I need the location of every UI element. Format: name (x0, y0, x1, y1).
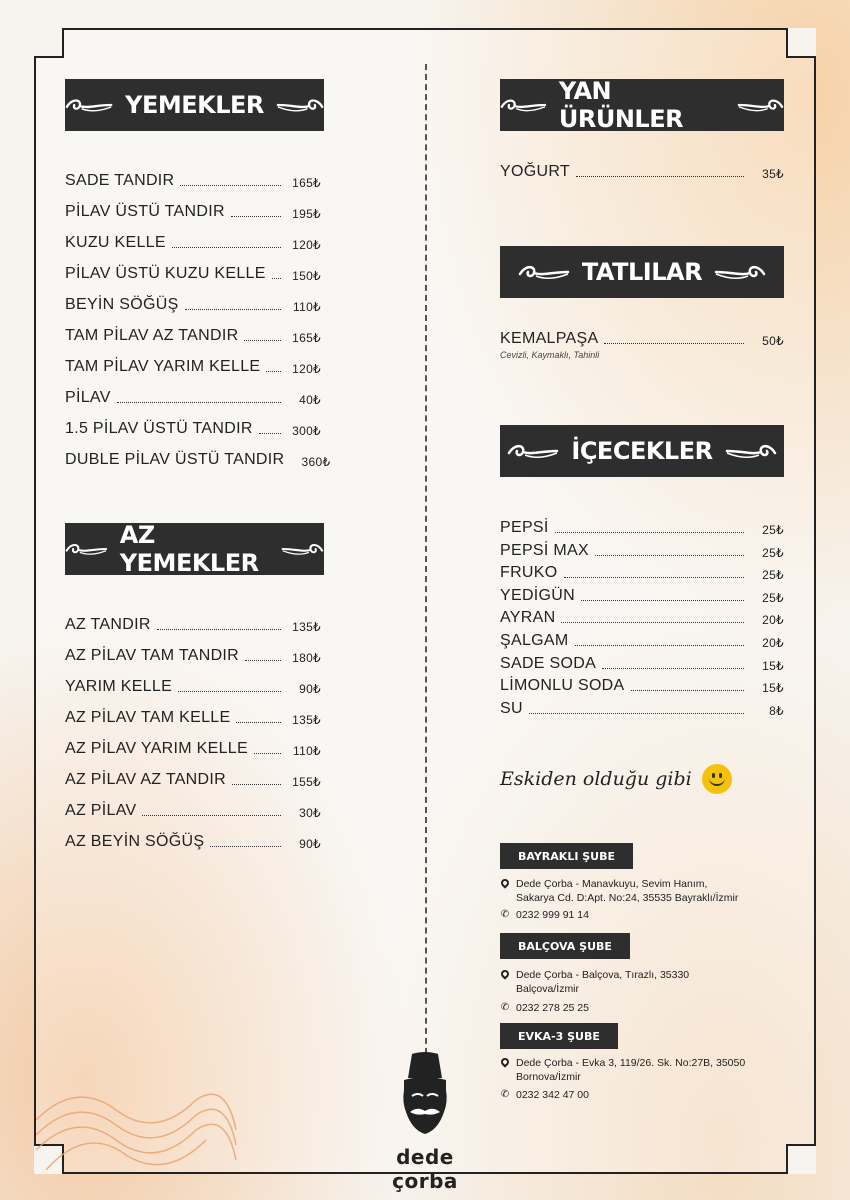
address-line: Sakarya Cd. D:Apt. No:24, 35535 Bayraklı/İzmir (516, 892, 739, 904)
decorative-lines (36, 1080, 246, 1170)
menu-item-name: PİLAV (65, 389, 111, 406)
menu-item (65, 709, 321, 727)
menu-item (65, 203, 321, 221)
address-line: Balçova/İzmir (516, 983, 580, 995)
menu-item-name: KUZU KELLE (65, 234, 166, 251)
branch-address (500, 877, 738, 905)
menu-item-row (500, 609, 784, 627)
menu-item-row (65, 802, 321, 820)
slogan (500, 764, 732, 794)
menu-item (65, 802, 321, 820)
location-pin-icon (500, 877, 510, 905)
menu-item-price: 25₺ (762, 568, 784, 583)
location-pin-icon (500, 1056, 510, 1084)
swirl-ornament-icon (737, 95, 784, 115)
menu-item-row (65, 709, 321, 727)
menu-item-row (500, 542, 784, 560)
menu-item-price: 25₺ (762, 590, 784, 605)
menu-item (500, 700, 784, 718)
menu-item-name: AZ BEYİN SÖĞÜŞ (65, 833, 205, 850)
menu-item-row (65, 451, 331, 469)
menu-item-row (500, 564, 784, 582)
menu-item (65, 389, 321, 407)
branch-address (500, 968, 689, 996)
dot-leader (561, 621, 744, 623)
dot-leader (604, 342, 744, 344)
menu-item-row (65, 771, 321, 789)
menu-item-name: AZ PİLAV TAM TANDIR (65, 647, 240, 664)
swirl-ornament-icon (714, 262, 766, 282)
swirl-ornament-icon (65, 539, 108, 559)
menu-item-row (65, 678, 321, 696)
section-banner-yan-urunler (500, 79, 784, 131)
phone-number[interactable]: 0232 342 47 00 (516, 1089, 589, 1101)
menu-item (65, 647, 321, 665)
menu-item-name: PİLAV ÜSTÜ KUZU KELLE (65, 265, 266, 282)
dot-leader (232, 783, 281, 785)
menu-item-name: PEPSİ MAX (500, 541, 589, 559)
section-title: AZ YEMEKLER (119, 521, 259, 577)
menu-item-price: 120₺ (292, 362, 321, 376)
menu-item-price: 25₺ (762, 523, 784, 537)
swirl-ornament-icon (500, 95, 547, 115)
menu-item-price: 15₺ (762, 681, 784, 696)
menu-item-row (65, 833, 321, 851)
dot-leader (157, 628, 281, 630)
menu-item-price: 110₺ (293, 744, 321, 758)
menu-item-row (65, 740, 321, 758)
menu-item-row (500, 330, 784, 348)
phone-number[interactable]: 0232 278 25 25 (516, 1002, 589, 1014)
dot-leader (575, 644, 745, 646)
menu-item-name: PEPSİ (500, 519, 549, 536)
dot-leader (231, 215, 281, 217)
branch-phone[interactable] (500, 908, 589, 922)
dot-leader (178, 690, 281, 692)
frame-corner (34, 28, 64, 58)
menu-item-row (65, 203, 321, 221)
branch-tag-bayrakli: BAYRAKLI ŞUBE (500, 843, 633, 869)
section-title: YAN ÜRÜNLER (558, 77, 684, 133)
menu-item-name: AZ PİLAV (65, 802, 137, 819)
section-banner-tatlilar (500, 246, 784, 298)
menu-item-price: 300₺ (292, 424, 321, 438)
menu-item-row (65, 358, 321, 376)
dot-leader (529, 712, 744, 714)
section-title: TATLILAR (581, 258, 703, 286)
menu-item-name: LİMONLU SODA (500, 677, 625, 695)
dot-leader (172, 246, 281, 248)
menu-item-name: PİLAV ÜSTÜ TANDIR (65, 203, 225, 220)
dot-leader (254, 752, 281, 754)
menu-item-price: 150₺ (292, 269, 321, 283)
menu-item-row (65, 616, 321, 634)
smiley-icon (702, 764, 732, 794)
menu-item-name: KEMALPAŞA (500, 330, 599, 347)
swirl-ornament-icon (281, 539, 324, 559)
menu-item-price: 120₺ (292, 238, 321, 252)
menu-item-price: 135₺ (292, 713, 321, 727)
menu-item-row (500, 655, 784, 673)
branch-tag-evka3: EVKA-3 ŞUBE (500, 1023, 618, 1049)
menu-item-row (500, 677, 784, 695)
swirl-ornament-icon (276, 95, 324, 115)
menu-item (65, 833, 321, 851)
menu-item-name: BEYİN SÖĞÜŞ (65, 296, 179, 313)
branch-phone[interactable] (500, 1001, 589, 1015)
menu-item-row (65, 420, 321, 438)
menu-item-name: ŞALGAM (500, 632, 569, 649)
menu-item (500, 632, 784, 650)
dot-leader (266, 370, 281, 372)
menu-item-row (65, 265, 321, 283)
dot-leader (576, 175, 744, 177)
address-line: Dede Çorba - Balçova, Tırazlı, 35330 (516, 969, 690, 981)
menu-item-price: 35₺ (762, 167, 784, 181)
swirl-ornament-icon (507, 441, 559, 461)
menu-item-name: AZ PİLAV AZ TANDIR (65, 771, 226, 788)
menu-item (65, 451, 331, 469)
menu-item (65, 420, 321, 438)
phone-number[interactable]: 0232 999 91 14 (516, 909, 589, 921)
frame-corner (786, 28, 816, 58)
address-line: Bornova/İzmir (516, 1071, 581, 1083)
menu-item-price: 20₺ (762, 636, 784, 650)
menu-item-row (500, 163, 784, 181)
dot-leader (602, 667, 744, 669)
menu-item-price: 8₺ (769, 703, 784, 718)
swirl-ornament-icon (65, 95, 113, 115)
menu-item-row (65, 296, 321, 314)
dot-leader (272, 277, 281, 279)
column-divider (425, 64, 427, 1074)
menu-item-name: SU (500, 699, 523, 717)
section-banner-icecekler (500, 425, 784, 477)
menu-item-price: 50₺ (762, 334, 784, 348)
dot-leader (581, 599, 744, 601)
menu-item-price: 40₺ (299, 393, 321, 407)
menu-item-name: AZ PİLAV YARIM KELLE (65, 740, 248, 757)
menu-item-price: 165₺ (292, 176, 321, 190)
menu-item-row (500, 587, 784, 605)
dede-mascot-icon (390, 1050, 460, 1140)
dot-leader (142, 814, 281, 816)
menu-item (500, 564, 784, 582)
menu-item-note: Cevizli, Kaymaklı, Tahinli (500, 350, 600, 360)
menu-item (500, 542, 784, 560)
branch-phone[interactable] (500, 1088, 589, 1102)
menu-item (65, 296, 321, 314)
menu-item-price: 20₺ (762, 613, 784, 628)
dot-leader (595, 554, 744, 556)
menu-item-price: 25₺ (762, 545, 784, 560)
menu-item-row (500, 700, 784, 718)
menu-item (500, 677, 784, 695)
dot-leader (259, 432, 281, 434)
menu-item-row (65, 172, 321, 190)
menu-item-price: 195₺ (292, 207, 321, 221)
brand-logo (360, 1050, 490, 1193)
dot-leader (185, 308, 281, 310)
section-title: İÇECEKLER (571, 437, 713, 465)
dot-leader (236, 721, 281, 723)
menu-item-name: YOĞURT (500, 163, 570, 180)
menu-item-name: AZ TANDIR (65, 616, 151, 633)
address-line: Dede Çorba - Manavkuyu, Sevim Hanım, (516, 878, 708, 890)
section-banner-az-yemekler (65, 523, 324, 575)
address-line: Dede Çorba - Evka 3, 119/26. Sk. No:27B, 35050 (516, 1057, 746, 1069)
menu-item (65, 740, 321, 758)
menu-item-name: AYRAN (500, 609, 556, 627)
menu-item (65, 678, 321, 696)
menu-item-price: 165₺ (292, 331, 321, 345)
menu-item (500, 655, 784, 673)
menu-item-price: 155₺ (292, 775, 321, 789)
dot-leader (117, 401, 281, 403)
phone-icon: ✆ (500, 1089, 510, 1100)
menu-item-name: YEDİGÜN (500, 586, 575, 604)
menu-item-name: DUBLE PİLAV ÜSTÜ TANDIR (65, 451, 285, 468)
section-title: YEMEKLER (125, 91, 264, 119)
menu-item-row (65, 647, 321, 665)
menu-item (500, 587, 784, 605)
menu-item (500, 609, 784, 627)
dot-leader (631, 689, 744, 691)
phone-icon: ✆ (500, 909, 510, 920)
menu-item (65, 265, 321, 283)
menu-item-name: TAM PİLAV AZ TANDIR (65, 327, 239, 344)
menu-item-price: 90₺ (299, 682, 321, 696)
menu-item (500, 519, 784, 537)
menu-item-price: 180₺ (292, 651, 321, 665)
phone-icon: ✆ (500, 1002, 510, 1013)
menu-item-row (65, 389, 321, 407)
menu-item-row (65, 327, 321, 345)
menu-item-price: 15₺ (762, 658, 784, 673)
menu-item-name: SADE SODA (500, 654, 597, 672)
location-pin-icon (500, 968, 510, 996)
swirl-ornament-icon (518, 262, 570, 282)
menu-item-name: TAM PİLAV YARIM KELLE (65, 358, 261, 375)
menu-item (65, 771, 321, 789)
menu-item (65, 234, 321, 252)
frame-corner (786, 1144, 816, 1174)
swirl-ornament-icon (725, 441, 777, 461)
menu-item-row (500, 632, 784, 650)
menu-item-name: FRUKO (500, 564, 558, 582)
menu-item-name: SADE TANDIR (65, 172, 175, 189)
menu-item-name: 1.5 PİLAV ÜSTÜ TANDIR (65, 420, 253, 437)
menu-item-name: YARIM KELLE (65, 678, 173, 695)
dot-leader (210, 845, 281, 847)
menu-item-price: 110₺ (293, 300, 321, 314)
menu-item (65, 327, 321, 345)
menu-item (65, 172, 321, 190)
slogan-text: Eskiden olduğu gibi (500, 768, 692, 790)
menu-item-price: 360₺ (301, 455, 331, 469)
menu-item (65, 358, 321, 376)
brand-name: dede çorba (392, 1145, 458, 1193)
dot-leader (245, 659, 281, 661)
menu-item-price: 90₺ (299, 837, 321, 851)
dot-leader (180, 184, 281, 186)
menu-item (500, 163, 784, 181)
menu-item (65, 616, 321, 634)
section-banner-yemekler (65, 79, 324, 131)
menu-item (500, 330, 784, 360)
menu-item-price: 135₺ (292, 620, 321, 634)
branch-address (500, 1056, 745, 1084)
menu-item-row (65, 234, 321, 252)
dot-leader (564, 576, 745, 578)
dot-leader (244, 339, 281, 341)
menu-item-row (500, 519, 784, 537)
menu-item-price: 30₺ (299, 806, 321, 820)
dot-leader (555, 531, 744, 533)
branch-tag-balcova: BALÇOVA ŞUBE (500, 933, 630, 959)
menu-item-name: AZ PİLAV TAM KELLE (65, 709, 231, 726)
